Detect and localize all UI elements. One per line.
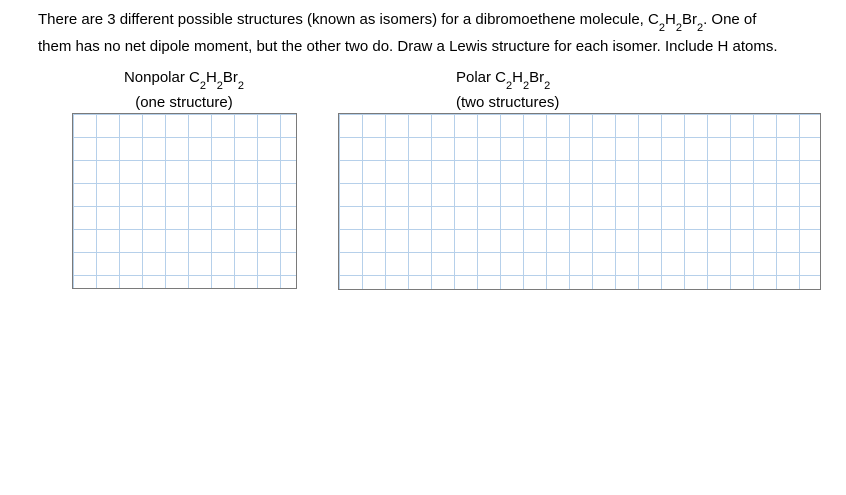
nonpolar-sub-c: 2 xyxy=(199,80,206,92)
question-line2: them has no net dipole moment, but the other two do. Draw a Lewis structure for each isomer. Include H atoms. xyxy=(38,38,778,55)
polar-label xyxy=(456,68,559,113)
nonpolar-drawing-canvas[interactable] xyxy=(72,113,297,289)
nonpolar-subtitle: (one structure) xyxy=(135,94,233,111)
polar-title-text: Polar C xyxy=(456,69,507,86)
formula-h: H xyxy=(664,11,676,28)
polar-br: Br xyxy=(529,69,545,86)
polar-title xyxy=(456,68,559,93)
polar-h: H xyxy=(512,69,523,86)
polar-sub-br: 2 xyxy=(544,80,551,92)
polar-sub-c: 2 xyxy=(506,80,513,92)
nonpolar-sub-br: 2 xyxy=(237,80,245,92)
nonpolar-br: Br xyxy=(222,69,238,86)
formula-sub-h: 2 xyxy=(675,22,682,34)
nonpolar-sub-h: 2 xyxy=(216,80,223,92)
polar-drawing-canvas[interactable] xyxy=(338,113,821,290)
formula-sub-c: 2 xyxy=(658,22,665,34)
formula-sub-br: 2 xyxy=(696,22,704,34)
question-line1-end: . One of xyxy=(703,11,757,28)
nonpolar-label xyxy=(72,68,296,113)
formula-br: Br xyxy=(681,11,697,28)
nonpolar-title xyxy=(72,68,296,93)
polar-sub-h: 2 xyxy=(523,80,530,92)
nonpolar-title-text: Nonpolar C xyxy=(123,69,200,86)
polar-subtitle: (two structures) xyxy=(456,94,560,111)
question-text xyxy=(38,9,838,57)
nonpolar-h: H xyxy=(205,69,217,86)
question-line1: There are 3 different possible structures (known as isomers) for a dibromoethene molecule, C xyxy=(38,11,659,28)
